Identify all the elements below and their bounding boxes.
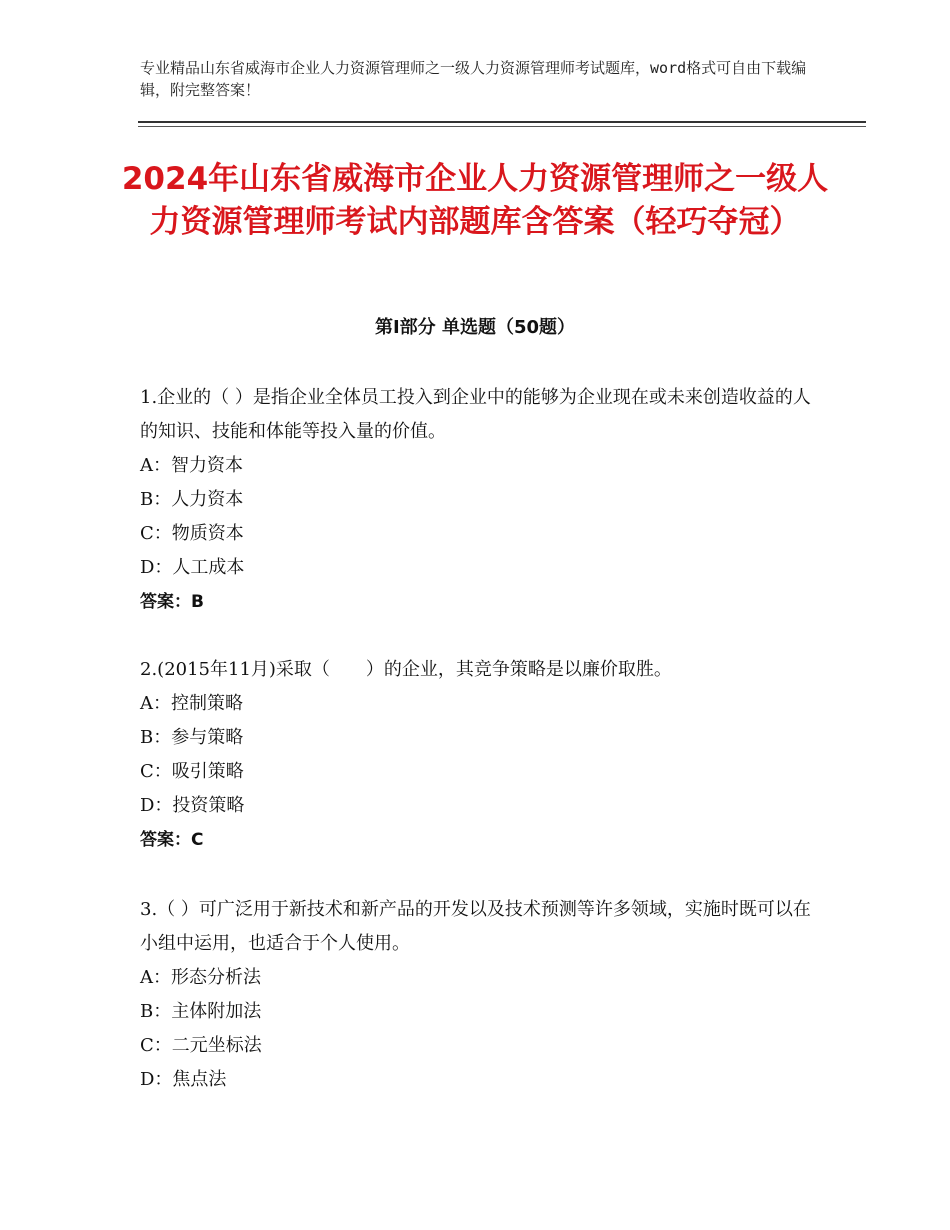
document-title: 2024年山东省威海市企业人力资源管理师之一级人力资源管理师考试内部题库含答案（轻巧夺冠） <box>121 161 829 240</box>
option-c: C：吸引策略 <box>140 761 244 782</box>
option-b: B：主体附加法 <box>140 1001 262 1022</box>
option-c: C：二元坐标法 <box>140 1035 262 1056</box>
option-d: D：人工成本 <box>140 557 245 578</box>
question-stem: 1.企业的（ ）是指企业全体员工投入到企业中的能够为企业现在或未来创造收益的人的知识、技能和体能等投入量的价值。 <box>140 387 811 442</box>
option-a: A：控制策略 <box>140 693 243 714</box>
question-1 <box>140 381 820 619</box>
header-note: 专业精品山东省威海市企业人力资源管理师之一级人力资源管理师考试题库，word格式可自由下载编辑，附完整答案！ <box>140 59 807 99</box>
option-a: A：形态分析法 <box>140 967 261 988</box>
question-stem: 3.（ ）可广泛用于新技术和新产品的开发以及技术预测等许多领域，实施时既可以在小组中运用，也适合于个人使用。 <box>140 899 811 954</box>
option-d: D：投资策略 <box>140 795 245 816</box>
answer: 答案：C <box>140 830 204 850</box>
question-3 <box>140 893 820 1097</box>
question-stem: 2.(2015年11月)采取（ ）的企业，其竞争策略是以廉价取胜。 <box>140 659 672 680</box>
header-divider-thin <box>138 126 866 127</box>
header-divider-thick <box>138 121 866 123</box>
question-2 <box>140 653 820 857</box>
answer: 答案：B <box>140 592 204 612</box>
option-b: B：人力资本 <box>140 489 244 510</box>
option-a: A：智力资本 <box>140 455 243 476</box>
option-b: B：参与策略 <box>140 727 244 748</box>
option-d: D：焦点法 <box>140 1069 227 1090</box>
section-title: 第Ⅰ部分 单选题（50题） <box>374 317 575 338</box>
option-c: C：物质资本 <box>140 523 244 544</box>
